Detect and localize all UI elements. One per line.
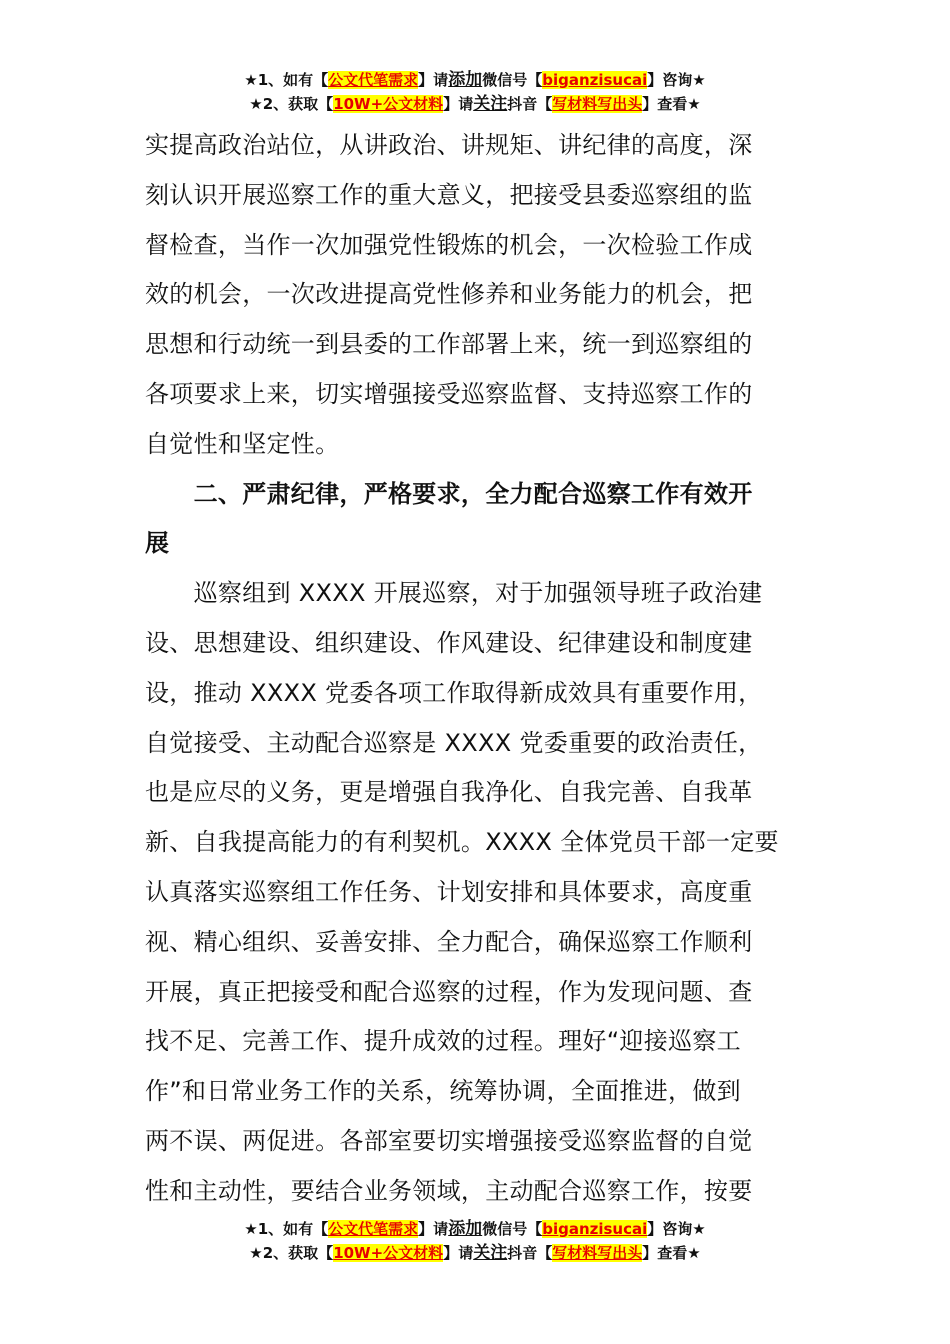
banner-text: ★1、如有【 xyxy=(244,71,329,89)
banner-text: 】咨询★ xyxy=(647,71,706,89)
paragraph-line: 实提高政治站位，从讲政治、讲规矩、讲纪律的高度，深 xyxy=(145,131,753,159)
paragraph-line: 性和主动性，要结合业务领域，主动配合巡察工作，按要 xyxy=(145,1176,753,1205)
douyin-account[interactable]: 写材料写出头 xyxy=(552,95,643,113)
banner-text: 】咨询★ xyxy=(647,1220,706,1238)
section-heading-line: 展 xyxy=(145,529,170,558)
banner-text: 抖音【 xyxy=(507,1244,553,1262)
emphasis-text: 关注 xyxy=(473,1243,508,1263)
douyin-account[interactable]: 写材料写出头 xyxy=(552,1244,643,1262)
paragraph-line: 两不误、两促进。各部室要切实增强接受巡察监督的自觉 xyxy=(145,1127,753,1155)
paragraph-line: 自觉接受、主动配合巡察是 XXXX 党委重要的政治责任， xyxy=(145,728,763,757)
banner-line-1 xyxy=(0,68,950,92)
banner-text: 抖音【 xyxy=(507,95,553,113)
paragraph-line: 新、自我提高能力的有利契机。XXXX 全体党员干部一定要 xyxy=(145,828,779,857)
paragraph-line: 刻认识开展巡察工作的重大意义，把接受县委巡察组的监 xyxy=(145,180,753,209)
banner-text: 】请 xyxy=(418,71,449,89)
banner-text: ★2、获取【 xyxy=(249,1244,334,1262)
wechat-id[interactable]: biganzisucai xyxy=(542,71,648,89)
paragraph-line: 设，推动 XXXX 党委各项工作取得新成效具有重要作用， xyxy=(145,678,763,707)
banner-line-2 xyxy=(0,92,950,116)
paragraph-line: 思想和行动统一到县委的工作部署上来，统一到巡察组的 xyxy=(145,330,753,359)
wechat-id[interactable]: biganzisucai xyxy=(542,1220,648,1238)
banner-text: 】请 xyxy=(443,1244,474,1262)
paragraph-line: 效的机会，一次改进提高党性修养和业务能力的机会，把 xyxy=(145,280,753,309)
banner-text: 微信号【 xyxy=(482,71,543,89)
highlight-materials: 10W+公文材料 xyxy=(333,1244,444,1262)
paragraph-line: 各项要求上来，切实增强接受巡察监督、支持巡察工作的 xyxy=(145,380,753,408)
paragraph-line: 作”和日常业务工作的关系，统筹协调，全面推进，做到 xyxy=(145,1077,741,1106)
emphasis-text: 关注 xyxy=(473,94,508,114)
banner-text: 微信号【 xyxy=(482,1220,543,1238)
paragraph-line: 认真落实巡察组工作任务、计划安排和具体要求，高度重 xyxy=(145,878,753,906)
emphasis-text: 添加 xyxy=(448,1219,483,1239)
banner-text: 】请 xyxy=(443,95,474,113)
banner-text: ★2、获取【 xyxy=(249,95,334,113)
paragraph-line: 巡察组到 XXXX 开展巡察，对于加强领导班子政治建 xyxy=(145,579,763,608)
banner-text: ★1、如有【 xyxy=(244,1220,329,1238)
banner-text: 】请 xyxy=(418,1220,449,1238)
highlight-materials: 10W+公文材料 xyxy=(333,95,444,113)
paragraph-line: 找不足、完善工作、提升成效的过程。理好“迎接巡察工 xyxy=(145,1027,741,1056)
paragraph-line: 督检查，当作一次加强党性锻炼的机会，一次检验工作成 xyxy=(145,230,753,259)
highlight-service: 公文代笔需求 xyxy=(328,1220,419,1238)
highlight-service: 公文代笔需求 xyxy=(328,71,419,89)
bottom-banner xyxy=(0,1217,950,1265)
top-banner xyxy=(0,68,950,116)
banner-text: 】查看★ xyxy=(642,1244,701,1262)
paragraph-line: 视、精心组织、妥善安排、全力配合，确保巡察工作顺利 xyxy=(145,927,753,956)
banner-line-2 xyxy=(0,1241,950,1265)
paragraph-line: 也是应尽的义务，更是增强自我净化、自我完善、自我革 xyxy=(145,778,753,807)
banner-text: 】查看★ xyxy=(642,95,701,113)
paragraph-line: 开展，真正把接受和配合巡察的过程，作为发现问题、查 xyxy=(145,977,753,1006)
paragraph-line: 设、思想建设、组织建设、作风建设、纪律建设和制度建 xyxy=(145,629,753,657)
section-heading-line: 二、严肃纪律，严格要求，全力配合巡察工作有效开 xyxy=(145,479,753,508)
paragraph-line: 自觉性和坚定性。 xyxy=(145,429,340,458)
banner-line-1 xyxy=(0,1217,950,1241)
emphasis-text: 添加 xyxy=(448,70,483,90)
